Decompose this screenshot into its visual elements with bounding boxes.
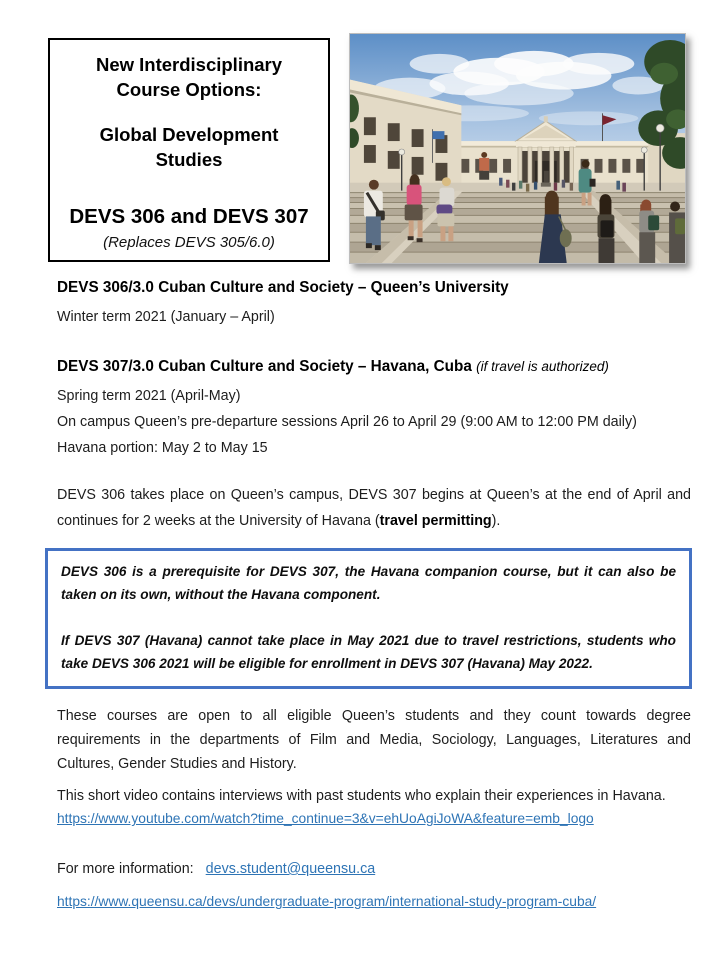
flyer-body	[57, 277, 691, 910]
notice-paragraph-1: DEVS 306 is a prerequisite for DEVS 307, the Havana companion course, but it can also be taken on its own, without the Havana component.	[61, 564, 676, 602]
devs307-sessions: On campus Queen’s pre-departure sessions April 26 to April 29 (9:00 AM to 12:00 PM daily)	[57, 414, 637, 430]
title-replaces-note: (Replaces DEVS 305/6.0)	[103, 234, 275, 251]
overview-bold-text: travel permitting	[379, 513, 492, 529]
course-title-box	[48, 38, 330, 262]
devs307-heading-text: DEVS 307/3.0 Cuban Culture and Society – Havana, Cuba	[57, 358, 477, 375]
devs307-havana-dates: Havana portion: May 2 to May 15	[57, 440, 268, 456]
overview-text-after: ).	[491, 513, 501, 529]
title-course-codes: DEVS 306 and DEVS 307	[69, 205, 309, 228]
overview-paragraph	[57, 482, 691, 534]
youtube-link[interactable]: https://www.youtube.com/watch?time_continue=3&v=ehUoAgiJoWA&feature=emb_logo	[57, 811, 594, 826]
devs306-term: Winter term 2021 (January – April)	[57, 309, 275, 325]
havana-steps-illustration	[350, 34, 685, 263]
program-link[interactable]: https://www.queensu.ca/devs/undergraduate-program/international-study-program-cuba/	[57, 894, 597, 909]
devs307-term: Spring term 2021 (April-May)	[57, 388, 241, 404]
devs307-heading-note: (if travel is authorized)	[476, 359, 609, 374]
title-heading-line2: Course Options:	[116, 79, 262, 100]
devs306-heading: DEVS 306/3.0 Cuban Culture and Society – Queen’s University	[57, 279, 509, 296]
contact-label: For more information:	[57, 861, 194, 877]
contact-line	[57, 858, 691, 880]
prerequisite-notice-box	[45, 548, 692, 689]
title-subject-line2: Studies	[155, 149, 223, 170]
eligibility-paragraph: These courses are open to all eligible Queen’s students and they count towards degree requirements in the departments of Film and Media, Sociology, Languages, Literatures and Cultures, Gender Studies and History.	[57, 708, 691, 772]
video-paragraph: This short video contains interviews with past students who explain their experiences in Havana.	[57, 788, 666, 804]
title-subject-line1: Global Development	[99, 124, 279, 145]
notice-paragraph-2: If DEVS 307 (Havana) cannot take place in May 2021 due to travel restrictions, students who take DEVS 306 2021 will be eligible for enrollment in DEVS 307 (Havana) May 2022.	[61, 633, 676, 671]
havana-steps-photo	[349, 33, 686, 264]
devs307-heading	[57, 356, 691, 377]
email-link[interactable]: devs.student@queensu.ca	[205, 861, 376, 877]
overview-text-before: DEVS 306 takes place on Queen’s campus, DEVS 307 begins at Queen’s at the end of April and continues for 2 weeks at the University of Havana (	[57, 487, 691, 529]
title-heading-line1: New Interdisciplinary	[95, 54, 283, 75]
